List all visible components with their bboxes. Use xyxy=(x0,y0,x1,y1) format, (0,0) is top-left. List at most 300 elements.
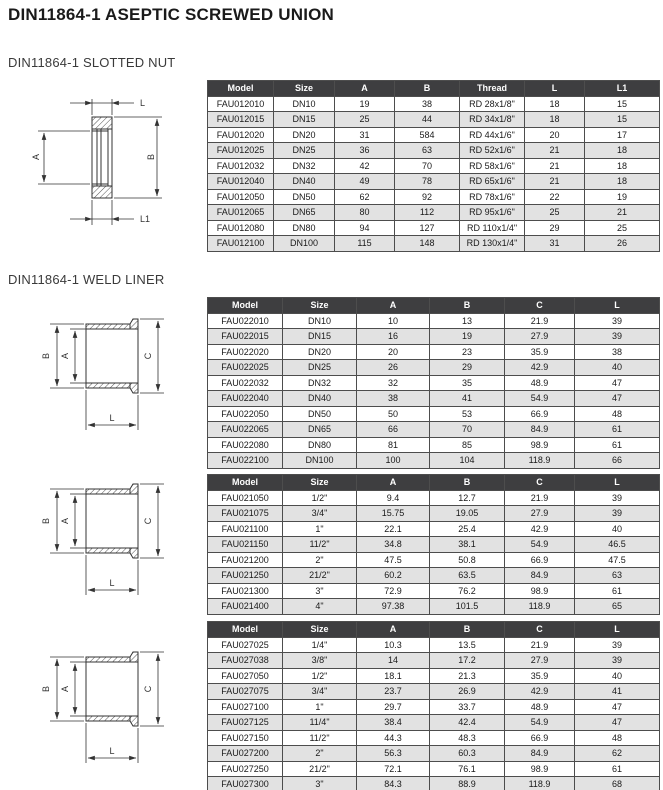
dim-label-A: A xyxy=(60,685,70,693)
table-cell: 2" xyxy=(283,552,357,568)
table-cell: 40 xyxy=(575,360,660,376)
table-cell: 25 xyxy=(525,205,585,221)
table-cell: 11/2" xyxy=(283,730,357,746)
table-cell: 50 xyxy=(357,406,430,422)
dimension-lines xyxy=(50,652,164,763)
table-cell: FAU022065 xyxy=(208,422,283,438)
table-cell: 27.9 xyxy=(505,506,575,522)
dim-label-A: A xyxy=(31,153,41,161)
table-header-row xyxy=(208,475,660,491)
table-cell: 25 xyxy=(585,220,660,236)
table-cell: FAU012010 xyxy=(208,96,274,112)
table-row xyxy=(208,537,660,553)
table-cell: 13.5 xyxy=(430,637,505,653)
table-row xyxy=(208,746,660,762)
table-cell: 76.2 xyxy=(430,583,505,599)
table-cell: DN80 xyxy=(274,220,335,236)
table-cell: 3/8" xyxy=(283,653,357,669)
table-cell: DN40 xyxy=(274,174,335,190)
table-cell: FAU021050 xyxy=(208,490,283,506)
table-cell: 42.9 xyxy=(505,684,575,700)
dim-label-B: B xyxy=(41,517,51,525)
table-cell: 3" xyxy=(283,777,357,790)
dim-label-A: A xyxy=(60,517,70,525)
table-cell: 62 xyxy=(335,189,395,205)
table-cell: 47.5 xyxy=(575,552,660,568)
table-cell: 21/2" xyxy=(283,761,357,777)
table-cell: 78 xyxy=(395,174,460,190)
table-cell: 48.9 xyxy=(505,699,575,715)
column-header: Model xyxy=(208,622,283,638)
table-row xyxy=(208,684,660,700)
table-cell: DN40 xyxy=(283,391,357,407)
table-cell: 25 xyxy=(335,112,395,128)
table-cell: DN65 xyxy=(283,422,357,438)
table-cell: 53 xyxy=(430,406,505,422)
table-cell: 38.1 xyxy=(430,537,505,553)
table-cell: 68 xyxy=(575,777,660,790)
table-cell: 1/4" xyxy=(283,637,357,653)
table-cell: 25.4 xyxy=(430,521,505,537)
table-cell: RD 28x1/8" xyxy=(460,96,525,112)
table-cell: 15 xyxy=(585,96,660,112)
dim-label-B: B xyxy=(41,352,51,360)
table-cell: 27.9 xyxy=(505,653,575,669)
table-cell: 19 xyxy=(430,329,505,345)
table-cell: 23 xyxy=(430,344,505,360)
table-cell: 42 xyxy=(335,158,395,174)
table-cell: 21/2" xyxy=(283,568,357,584)
table-cell: FAU012032 xyxy=(208,158,274,174)
table-cell: DN100 xyxy=(283,453,357,469)
table-cell: 47 xyxy=(575,699,660,715)
table-cell: 148 xyxy=(395,236,460,252)
table-row xyxy=(208,158,660,174)
dim-label-L: L xyxy=(109,413,115,423)
table-cell: 47 xyxy=(575,375,660,391)
table-row xyxy=(208,506,660,522)
table-cell: 112 xyxy=(395,205,460,221)
table-cell: DN80 xyxy=(283,437,357,453)
table-cell: FAU022020 xyxy=(208,344,283,360)
table-cell: 65 xyxy=(575,599,660,615)
table-cell: 47.5 xyxy=(357,552,430,568)
table-cell: 35.9 xyxy=(505,668,575,684)
table-cell: 39 xyxy=(575,637,660,653)
table-cell: 23.7 xyxy=(357,684,430,700)
table-cell: FAU012025 xyxy=(208,143,274,159)
column-header: A xyxy=(357,475,430,491)
table-cell: 1/2" xyxy=(283,490,357,506)
table-cell: 56.3 xyxy=(357,746,430,762)
table-cell: 88.9 xyxy=(430,777,505,790)
column-header: L1 xyxy=(585,81,660,97)
table-cell: DN50 xyxy=(283,406,357,422)
slotted-nut-section xyxy=(92,117,112,198)
table-cell: FAU027150 xyxy=(208,730,283,746)
table-cell: 29 xyxy=(525,220,585,236)
table-cell: 1/2" xyxy=(283,668,357,684)
table-cell: 17 xyxy=(585,127,660,143)
table-cell: 100 xyxy=(357,453,430,469)
column-header: A xyxy=(335,81,395,97)
table-cell: 11/2" xyxy=(283,537,357,553)
table-row xyxy=(208,777,660,790)
table-cell: RD 95x1/6" xyxy=(460,205,525,221)
column-header: Model xyxy=(208,475,283,491)
table-cell: DN15 xyxy=(274,112,335,128)
table-cell: 66.9 xyxy=(505,406,575,422)
table-cell: 38 xyxy=(575,344,660,360)
table-cell: FAU012020 xyxy=(208,127,274,143)
table-cell: 21.9 xyxy=(505,313,575,329)
table-cell: 42.9 xyxy=(505,521,575,537)
table-cell: 54.9 xyxy=(505,391,575,407)
table-row xyxy=(208,715,660,731)
table-cell: 13 xyxy=(430,313,505,329)
table-cell: 44 xyxy=(395,112,460,128)
table-cell: RD 130x1/4" xyxy=(460,236,525,252)
table-cell: 35 xyxy=(430,375,505,391)
table-cell: 48.9 xyxy=(505,375,575,391)
column-header: Size xyxy=(283,475,357,491)
table-cell: 38.4 xyxy=(357,715,430,731)
dim-label-C: C xyxy=(143,685,153,693)
table-cell: 66 xyxy=(357,422,430,438)
table-cell: 21 xyxy=(525,158,585,174)
table-cell: RD 44x1/6" xyxy=(460,127,525,143)
dim-label-L: L xyxy=(109,578,115,588)
table-cell: 63 xyxy=(395,143,460,159)
table-row xyxy=(208,375,660,391)
table-cell: 16 xyxy=(357,329,430,345)
table-row xyxy=(208,329,660,345)
table-cell: 66 xyxy=(575,453,660,469)
weld-liner-table-3 xyxy=(207,621,660,790)
column-header: B xyxy=(430,475,505,491)
table-cell: DN32 xyxy=(283,375,357,391)
column-header: C xyxy=(505,475,575,491)
table-cell: 98.9 xyxy=(505,761,575,777)
table-cell: RD 34x1/8" xyxy=(460,112,525,128)
page-title: DIN11864-1 ASEPTIC SCREWED UNION xyxy=(8,5,335,24)
table-row xyxy=(208,205,660,221)
table-row xyxy=(208,437,660,453)
table-cell: 584 xyxy=(395,127,460,143)
table-cell: DN20 xyxy=(283,344,357,360)
table-cell: 18 xyxy=(525,96,585,112)
table-cell: 1" xyxy=(283,699,357,715)
table-cell: 39 xyxy=(575,490,660,506)
table-cell: FAU027025 xyxy=(208,637,283,653)
table-row xyxy=(208,583,660,599)
dim-label-L1: L1 xyxy=(140,214,151,224)
table-cell: 98.9 xyxy=(505,583,575,599)
table-cell: FAU021300 xyxy=(208,583,283,599)
table-cell: 35.9 xyxy=(505,344,575,360)
table-cell: FAU027100 xyxy=(208,699,283,715)
table-cell: 14 xyxy=(357,653,430,669)
table-row xyxy=(208,344,660,360)
table-cell: 60.3 xyxy=(430,746,505,762)
table-cell: 42.9 xyxy=(505,360,575,376)
table-row xyxy=(208,220,660,236)
table-cell: RD 58x1/6" xyxy=(460,158,525,174)
table-cell: 27.9 xyxy=(505,329,575,345)
table-cell: 54.9 xyxy=(505,715,575,731)
table-cell: DN25 xyxy=(283,360,357,376)
table-cell: 38 xyxy=(395,96,460,112)
table-cell: 18 xyxy=(585,143,660,159)
table-cell: 10 xyxy=(357,313,430,329)
table-cell: FAU012065 xyxy=(208,205,274,221)
table-cell: RD 110x1/4" xyxy=(460,220,525,236)
table-cell: 31 xyxy=(335,127,395,143)
table-cell: 54.9 xyxy=(505,537,575,553)
table-cell: 29 xyxy=(430,360,505,376)
table-cell: 46.5 xyxy=(575,537,660,553)
table-row xyxy=(208,127,660,143)
column-header: Size xyxy=(283,622,357,638)
table-cell: 18 xyxy=(585,158,660,174)
table-cell: 11/4" xyxy=(283,715,357,731)
slotted-nut-table xyxy=(207,80,660,252)
column-header: Size xyxy=(274,81,335,97)
table-cell: 1" xyxy=(283,521,357,537)
table-cell: 98.9 xyxy=(505,437,575,453)
weld-liner-section xyxy=(86,319,138,393)
table-cell: 22 xyxy=(525,189,585,205)
table-cell: 47 xyxy=(575,391,660,407)
table-cell: 21.9 xyxy=(505,490,575,506)
table-cell: FAU027125 xyxy=(208,715,283,731)
table-cell: 19.05 xyxy=(430,506,505,522)
dim-label-C: C xyxy=(143,352,153,360)
table-cell: 61 xyxy=(575,583,660,599)
table-cell: FAU012015 xyxy=(208,112,274,128)
dimension-lines xyxy=(50,484,164,595)
table-cell: 22.1 xyxy=(357,521,430,537)
section-heading-weld-liner: DIN11864-1 WELD LINER xyxy=(8,272,165,287)
table-cell: 66.9 xyxy=(505,552,575,568)
table-cell: FAU022010 xyxy=(208,313,283,329)
table-cell: 80 xyxy=(335,205,395,221)
table-row xyxy=(208,568,660,584)
table-row xyxy=(208,96,660,112)
table-cell: 26 xyxy=(585,236,660,252)
slotted-nut-drawing xyxy=(20,85,210,240)
table-row xyxy=(208,422,660,438)
table-cell: 70 xyxy=(395,158,460,174)
table-cell: FAU027200 xyxy=(208,746,283,762)
table-cell: 48 xyxy=(575,730,660,746)
table-cell: FAU022015 xyxy=(208,329,283,345)
table-cell: 72.9 xyxy=(357,583,430,599)
table-row xyxy=(208,490,660,506)
table-cell: DN25 xyxy=(274,143,335,159)
table-cell: 70 xyxy=(430,422,505,438)
table-cell: 42.4 xyxy=(430,715,505,731)
table-cell: FAU022050 xyxy=(208,406,283,422)
dim-label-A: A xyxy=(60,352,70,360)
table-cell: FAU021100 xyxy=(208,521,283,537)
table-cell: 33.7 xyxy=(430,699,505,715)
table-cell: 62 xyxy=(575,746,660,762)
column-header: Thread xyxy=(460,81,525,97)
table-cell: 15 xyxy=(585,112,660,128)
table-cell: 41 xyxy=(575,684,660,700)
table-cell: FAU021400 xyxy=(208,599,283,615)
table-cell: 18 xyxy=(525,112,585,128)
table-cell: 49 xyxy=(335,174,395,190)
table-cell: FAU022100 xyxy=(208,453,283,469)
table-row xyxy=(208,552,660,568)
table-cell: 118.9 xyxy=(505,599,575,615)
table-cell: 20 xyxy=(525,127,585,143)
table-cell: 21 xyxy=(585,205,660,221)
table-cell: 40 xyxy=(575,668,660,684)
table-row xyxy=(208,699,660,715)
table-cell: FAU027038 xyxy=(208,653,283,669)
table-cell: 18 xyxy=(585,174,660,190)
table-cell: 15.75 xyxy=(357,506,430,522)
table-cell: 40 xyxy=(575,521,660,537)
table-cell: 84.3 xyxy=(357,777,430,790)
table-cell: 61 xyxy=(575,437,660,453)
column-header: A xyxy=(357,298,430,314)
table-cell: DN10 xyxy=(274,96,335,112)
table-header-row xyxy=(208,81,660,97)
column-header: A xyxy=(357,622,430,638)
table-row xyxy=(208,112,660,128)
table-row xyxy=(208,761,660,777)
table-cell: 36 xyxy=(335,143,395,159)
table-cell: 118.9 xyxy=(505,777,575,790)
table-cell: RD 78x1/6" xyxy=(460,189,525,205)
table-cell: 41 xyxy=(430,391,505,407)
table-cell: 72.1 xyxy=(357,761,430,777)
table-row xyxy=(208,521,660,537)
table-cell: 48 xyxy=(575,406,660,422)
table-cell: FAU021200 xyxy=(208,552,283,568)
weld-liner-drawing-1 xyxy=(28,300,178,450)
column-header: C xyxy=(505,622,575,638)
table-cell: 101.5 xyxy=(430,599,505,615)
table-cell: 2" xyxy=(283,746,357,762)
table-cell: 32 xyxy=(357,375,430,391)
table-cell: 34.8 xyxy=(357,537,430,553)
dim-label-L: L xyxy=(140,98,146,108)
table-cell: 19 xyxy=(335,96,395,112)
table-cell: 39 xyxy=(575,653,660,669)
table-cell: FAU027050 xyxy=(208,668,283,684)
table-cell: FAU021075 xyxy=(208,506,283,522)
table-cell: 84.9 xyxy=(505,746,575,762)
table-cell: 38 xyxy=(357,391,430,407)
table-row xyxy=(208,653,660,669)
table-header-row xyxy=(208,298,660,314)
table-cell: 21.9 xyxy=(505,637,575,653)
table-header-row xyxy=(208,622,660,638)
table-cell: FAU022025 xyxy=(208,360,283,376)
table-cell: 4" xyxy=(283,599,357,615)
table-cell: FAU022032 xyxy=(208,375,283,391)
table-row xyxy=(208,313,660,329)
table-cell: FAU027075 xyxy=(208,684,283,700)
table-cell: FAU021150 xyxy=(208,537,283,553)
table-cell: 19 xyxy=(585,189,660,205)
column-header: L xyxy=(575,622,660,638)
table-cell: 3" xyxy=(283,583,357,599)
table-cell: 29.7 xyxy=(357,699,430,715)
table-cell: 9.4 xyxy=(357,490,430,506)
table-cell: 63.5 xyxy=(430,568,505,584)
table-row xyxy=(208,730,660,746)
table-cell: 21.3 xyxy=(430,668,505,684)
table-cell: RD 65x1/6" xyxy=(460,174,525,190)
table-cell: 10.3 xyxy=(357,637,430,653)
table-cell: 81 xyxy=(357,437,430,453)
table-cell: RD 52x1/6" xyxy=(460,143,525,159)
table-cell: 104 xyxy=(430,453,505,469)
table-row xyxy=(208,406,660,422)
table-cell: 76.1 xyxy=(430,761,505,777)
table-cell: 20 xyxy=(357,344,430,360)
weld-liner-drawing-2 xyxy=(28,465,178,615)
column-header: B xyxy=(430,622,505,638)
table-cell: 66.9 xyxy=(505,730,575,746)
table-row xyxy=(208,189,660,205)
section-heading-slotted-nut: DIN11864-1 SLOTTED NUT xyxy=(8,55,176,70)
dim-label-B: B xyxy=(41,685,51,693)
table-cell: 118.9 xyxy=(505,453,575,469)
column-header: L xyxy=(575,475,660,491)
table-cell: 39 xyxy=(575,313,660,329)
column-header: Size xyxy=(283,298,357,314)
table-cell: 94 xyxy=(335,220,395,236)
table-cell: 39 xyxy=(575,329,660,345)
table-row xyxy=(208,143,660,159)
table-cell: FAU021250 xyxy=(208,568,283,584)
weld-liner-table-1 xyxy=(207,297,660,469)
table-cell: DN100 xyxy=(274,236,335,252)
table-cell: FAU022040 xyxy=(208,391,283,407)
table-cell: FAU012100 xyxy=(208,236,274,252)
weld-liner-table-2 xyxy=(207,474,660,615)
dim-label-L: L xyxy=(109,746,115,756)
weld-liner-section xyxy=(86,484,138,558)
table-row xyxy=(208,174,660,190)
table-cell: FAU012040 xyxy=(208,174,274,190)
column-header: L xyxy=(575,298,660,314)
table-cell: 26 xyxy=(357,360,430,376)
table-cell: 92 xyxy=(395,189,460,205)
table-cell: 47 xyxy=(575,715,660,731)
table-cell: 44.3 xyxy=(357,730,430,746)
table-cell: 60.2 xyxy=(357,568,430,584)
table-cell: 84.9 xyxy=(505,568,575,584)
table-cell: DN32 xyxy=(274,158,335,174)
table-cell: 26.9 xyxy=(430,684,505,700)
table-row xyxy=(208,637,660,653)
table-cell: 85 xyxy=(430,437,505,453)
table-cell: FAU027300 xyxy=(208,777,283,790)
table-cell: 21 xyxy=(525,143,585,159)
table-row xyxy=(208,360,660,376)
weld-liner-section xyxy=(86,652,138,726)
table-cell: 115 xyxy=(335,236,395,252)
dim-label-C: C xyxy=(143,517,153,525)
